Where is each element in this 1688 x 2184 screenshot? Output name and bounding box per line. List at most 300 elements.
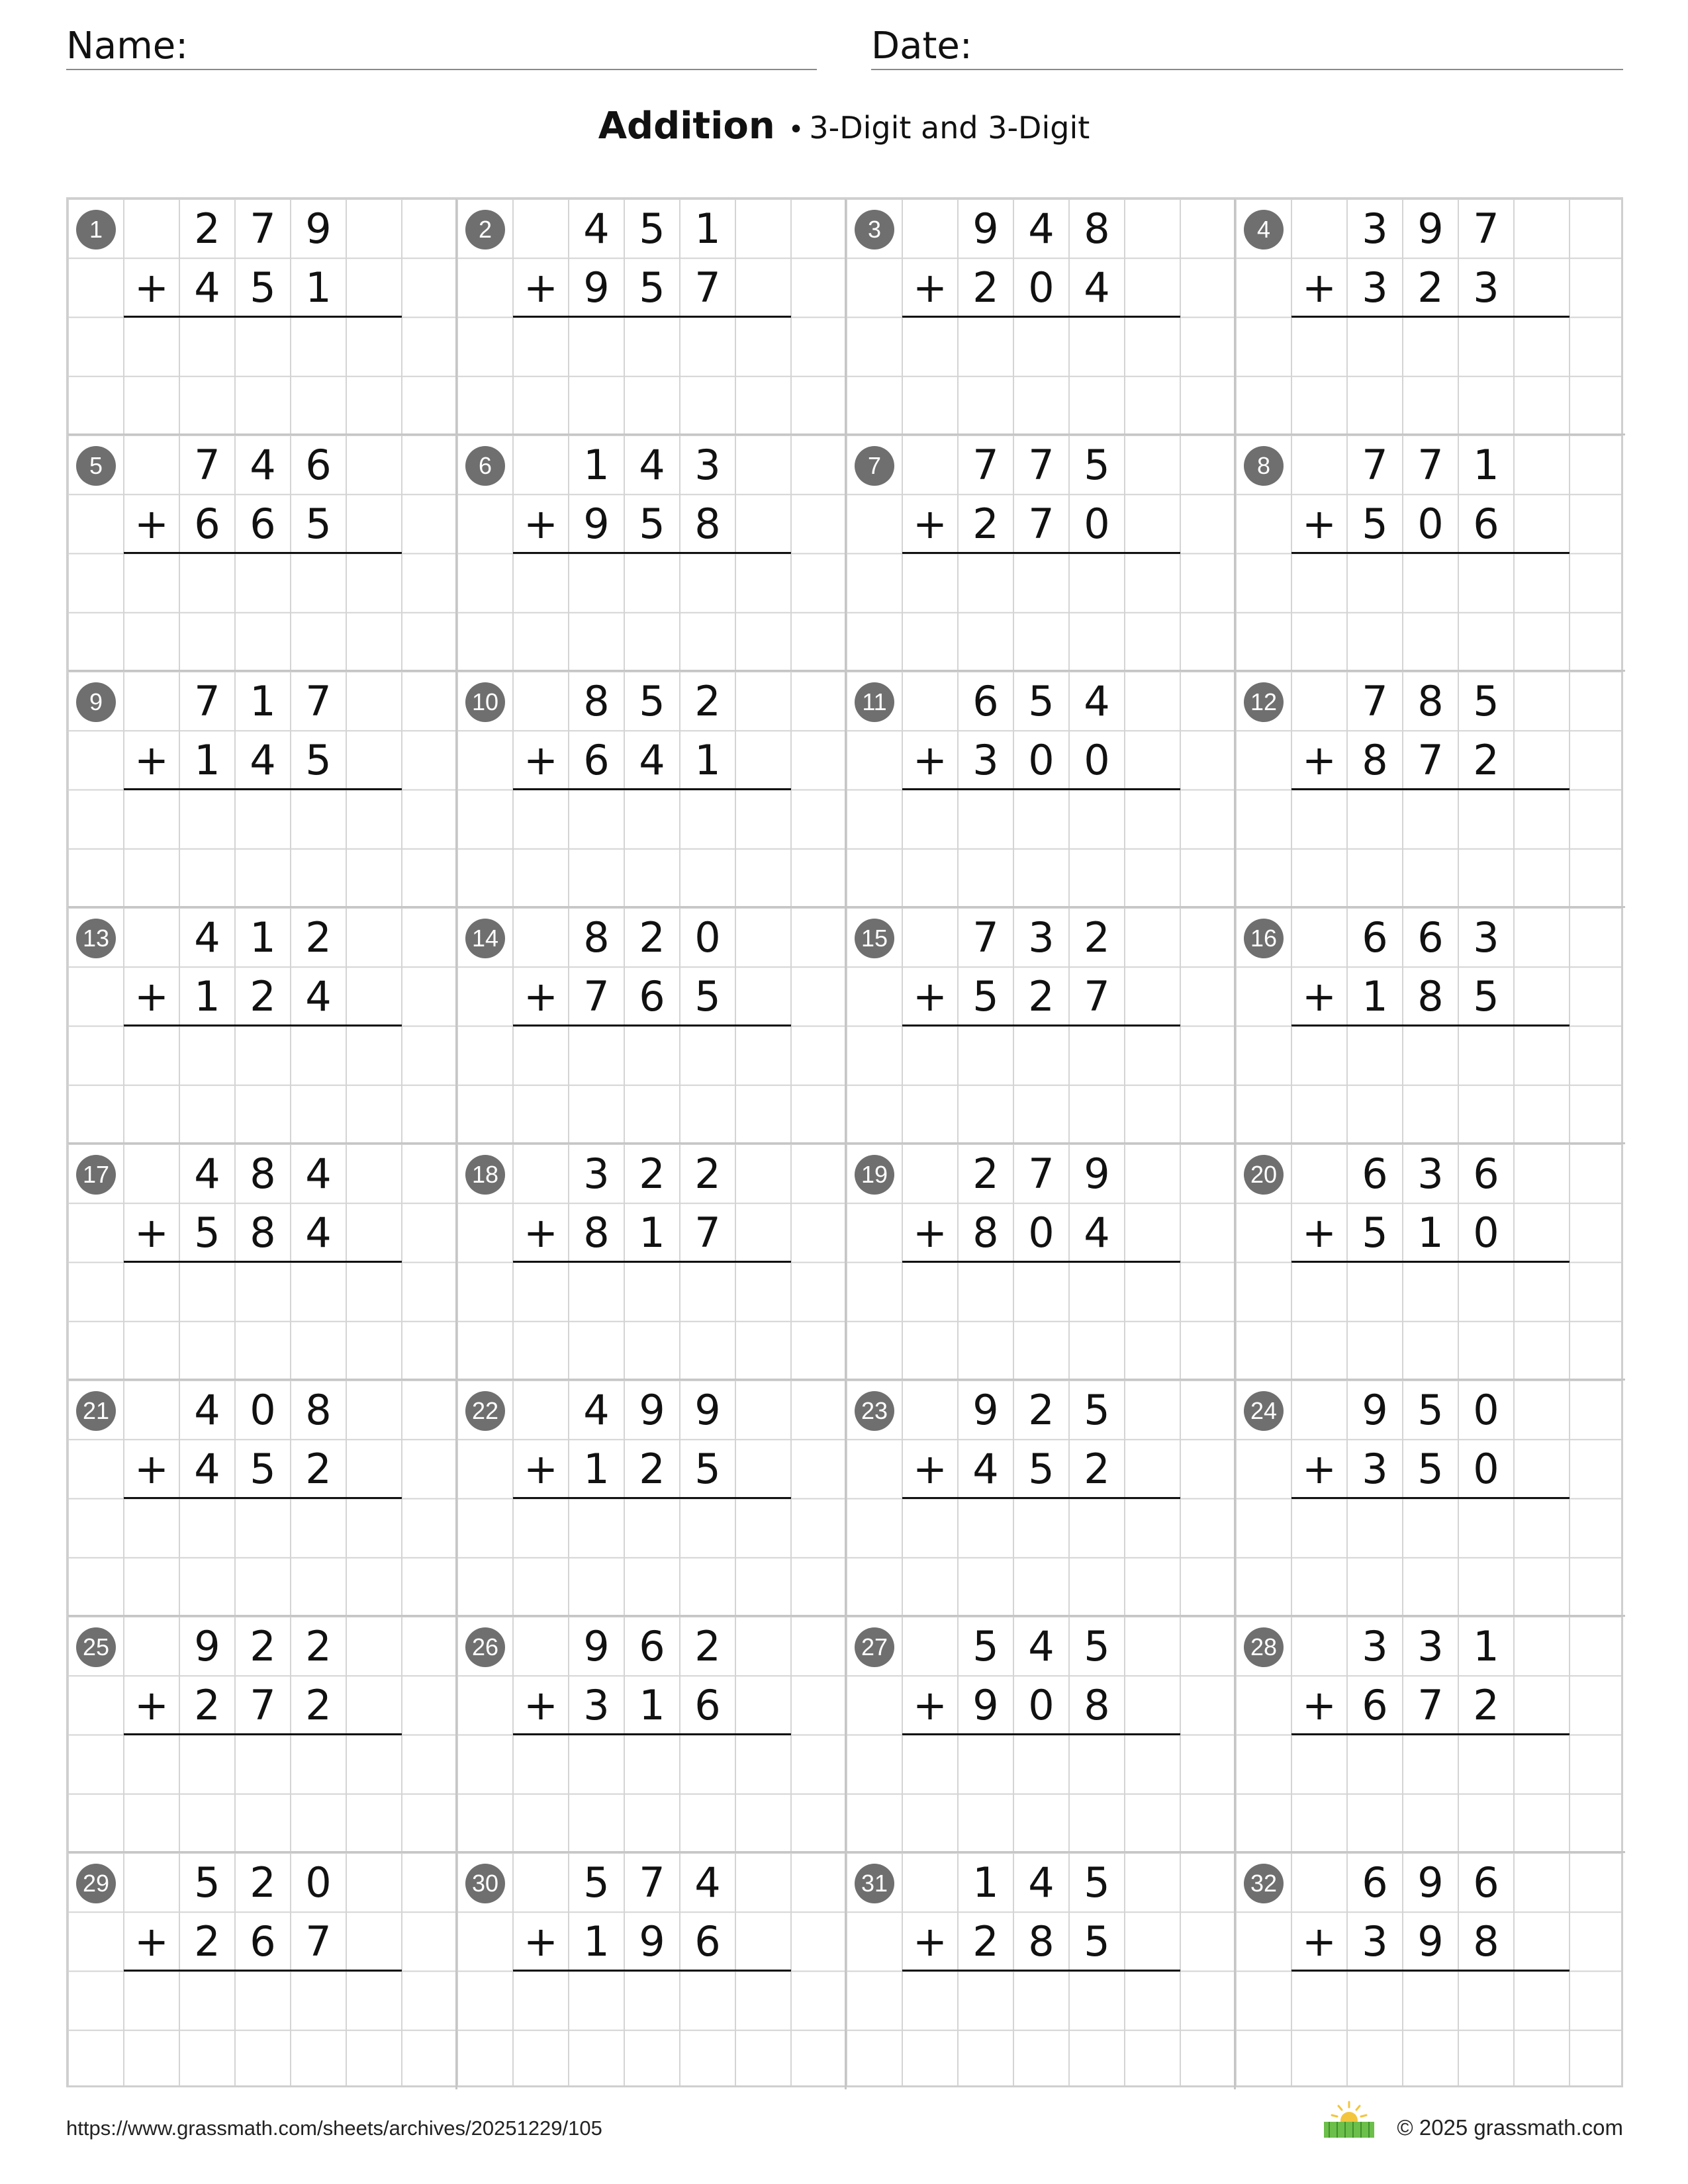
problem-21 <box>68 1381 457 1617</box>
problem-number-badge: 3 <box>855 210 894 250</box>
addend-bottom-digit: 0 <box>1028 1208 1055 1257</box>
addend-top-digit: 4 <box>194 1386 220 1434</box>
addend-top-digit: 7 <box>972 441 999 489</box>
addend-top-digit: 2 <box>305 913 332 962</box>
problem-number-badge: 14 <box>465 919 505 958</box>
sum-line <box>124 316 402 318</box>
addend-top-digit: 5 <box>639 205 665 253</box>
addend-top-digit: 6 <box>1473 1150 1499 1198</box>
addend-top-digit: 5 <box>1473 677 1499 725</box>
addend-bottom-digit: 2 <box>305 1681 332 1730</box>
addend-top-digit: 5 <box>1417 1386 1444 1434</box>
problem-number-badge: 26 <box>465 1627 505 1667</box>
plus-sign: + <box>134 1445 169 1493</box>
problem-number-badge: 2 <box>465 210 505 250</box>
addend-bottom-digit: 5 <box>250 1445 276 1494</box>
addend-top-digit: 2 <box>1028 1386 1055 1434</box>
addend-bottom-digit: 3 <box>583 1681 610 1730</box>
addend-top-digit: 4 <box>1028 1622 1055 1670</box>
problem-number-badge: 28 <box>1244 1627 1284 1667</box>
addend-top-digit: 8 <box>305 1386 332 1434</box>
addend-bottom-digit: 0 <box>1028 1681 1055 1730</box>
addend-top-digit: 2 <box>305 1622 332 1670</box>
plus-sign: + <box>524 1208 558 1257</box>
addend-bottom-digit: 2 <box>972 500 999 549</box>
plus-sign: + <box>134 972 169 1021</box>
addend-top-digit: 4 <box>639 441 665 489</box>
sum-line <box>902 1733 1180 1735</box>
sum-line <box>1291 1970 1570 1972</box>
addend-bottom-digit: 5 <box>694 972 721 1021</box>
addend-top-digit: 9 <box>583 1622 610 1670</box>
sum-line <box>1291 1024 1570 1026</box>
problem-26 <box>457 1617 847 1853</box>
addend-top-digit: 7 <box>1362 441 1388 489</box>
addend-bottom-digit: 4 <box>1084 263 1110 312</box>
addend-top-digit: 4 <box>305 1150 332 1198</box>
problem-12 <box>1236 672 1625 908</box>
addend-top-digit: 7 <box>194 441 220 489</box>
addend-top-digit: 2 <box>194 205 220 253</box>
addend-top-digit: 5 <box>1028 677 1055 725</box>
addend-bottom-digit: 8 <box>1473 1917 1499 1966</box>
problem-17 <box>68 1144 457 1381</box>
problem-9 <box>68 672 457 908</box>
addend-bottom-digit: 7 <box>1417 736 1444 785</box>
sum-line <box>902 788 1180 790</box>
problem-18 <box>457 1144 847 1381</box>
addend-bottom-digit: 2 <box>305 1445 332 1494</box>
sum-line <box>1291 788 1570 790</box>
addend-top-digit: 6 <box>1473 1858 1499 1907</box>
problem-number-badge: 18 <box>465 1155 505 1195</box>
addend-bottom-digit: 2 <box>1473 736 1499 785</box>
addend-top-digit: 0 <box>1473 1386 1499 1434</box>
addend-bottom-digit: 1 <box>1417 1208 1444 1257</box>
worksheet-title <box>0 105 1688 148</box>
addend-bottom-digit: 8 <box>583 1208 610 1257</box>
problem-19 <box>847 1144 1236 1381</box>
addend-top-digit: 0 <box>305 1858 332 1907</box>
problem-number-badge: 13 <box>76 919 116 958</box>
problem-24 <box>1236 1381 1625 1617</box>
problem-number-badge: 25 <box>76 1627 116 1667</box>
addend-top-digit: 2 <box>250 1858 276 1907</box>
plus-sign: + <box>913 1445 947 1493</box>
addend-top-digit: 9 <box>694 1386 721 1434</box>
addend-top-digit: 1 <box>694 205 721 253</box>
addend-bottom-digit: 2 <box>1028 972 1055 1021</box>
addend-top-digit: 9 <box>972 205 999 253</box>
problem-number-badge: 6 <box>465 446 505 486</box>
addend-bottom-digit: 2 <box>972 1917 999 1966</box>
addend-bottom-digit: 3 <box>972 736 999 785</box>
addend-bottom-digit: 8 <box>1084 1681 1110 1730</box>
plus-sign: + <box>134 736 169 784</box>
problem-6 <box>457 435 847 672</box>
addend-top-digit: 2 <box>972 1150 999 1198</box>
problem-27 <box>847 1617 1236 1853</box>
problem-2 <box>457 199 847 435</box>
addend-bottom-digit: 5 <box>194 1208 220 1257</box>
addend-top-digit: 5 <box>1084 1858 1110 1907</box>
plus-sign: + <box>524 500 558 548</box>
problem-number-badge: 29 <box>76 1864 116 1903</box>
plus-sign: + <box>913 1681 947 1729</box>
addend-top-digit: 9 <box>1417 1858 1444 1907</box>
addend-top-digit: 1 <box>250 677 276 725</box>
plus-sign: + <box>524 1681 558 1729</box>
addend-bottom-digit: 5 <box>694 1445 721 1494</box>
addend-top-digit: 3 <box>1473 913 1499 962</box>
addend-top-digit: 1 <box>250 913 276 962</box>
addend-bottom-digit: 5 <box>639 500 665 549</box>
addend-bottom-digit: 7 <box>694 263 721 312</box>
addend-bottom-digit: 7 <box>1028 500 1055 549</box>
sum-line <box>513 1024 791 1026</box>
addend-top-digit: 4 <box>194 913 220 962</box>
sum-line <box>513 1497 791 1499</box>
sum-line <box>513 552 791 554</box>
plus-sign: + <box>134 500 169 548</box>
addend-bottom-digit: 3 <box>1362 1445 1388 1494</box>
plus-sign: + <box>134 263 169 312</box>
addend-bottom-digit: 1 <box>583 1445 610 1494</box>
addend-bottom-digit: 9 <box>972 1681 999 1730</box>
plus-sign: + <box>1302 1917 1336 1966</box>
addend-top-digit: 4 <box>194 1150 220 1198</box>
addend-bottom-digit: 6 <box>639 972 665 1021</box>
problem-number-badge: 16 <box>1244 919 1284 958</box>
addend-bottom-digit: 8 <box>250 1208 276 1257</box>
addend-top-digit: 5 <box>1084 1622 1110 1670</box>
addend-bottom-digit: 7 <box>1417 1681 1444 1730</box>
addend-bottom-digit: 7 <box>583 972 610 1021</box>
addend-bottom-digit: 0 <box>1417 500 1444 549</box>
grassmath-logo-icon <box>1323 2099 1376 2139</box>
addend-bottom-digit: 9 <box>583 500 610 549</box>
problem-1 <box>68 199 457 435</box>
problem-31 <box>847 1853 1236 2089</box>
addend-bottom-digit: 4 <box>305 1208 332 1257</box>
name-label: Name: <box>66 24 189 68</box>
addend-bottom-digit: 5 <box>972 972 999 1021</box>
addend-top-digit: 9 <box>194 1622 220 1670</box>
problem-number-badge: 12 <box>1244 682 1284 722</box>
problem-30 <box>457 1853 847 2089</box>
addend-top-digit: 5 <box>1084 441 1110 489</box>
problem-number-badge: 10 <box>465 682 505 722</box>
addend-top-digit: 2 <box>694 1150 721 1198</box>
plus-sign: + <box>524 263 558 312</box>
addend-top-digit: 9 <box>639 1386 665 1434</box>
addend-bottom-digit: 2 <box>972 263 999 312</box>
sum-line <box>902 1261 1180 1263</box>
addend-top-digit: 7 <box>305 677 332 725</box>
addend-bottom-digit: 5 <box>305 736 332 785</box>
addend-top-digit: 2 <box>639 1150 665 1198</box>
problem-number-badge: 11 <box>855 682 894 722</box>
addend-bottom-digit: 7 <box>1084 972 1110 1021</box>
addend-top-digit: 0 <box>250 1386 276 1434</box>
problem-3 <box>847 199 1236 435</box>
addend-top-digit: 2 <box>1084 913 1110 962</box>
addend-bottom-digit: 6 <box>694 1681 721 1730</box>
addend-top-digit: 8 <box>250 1150 276 1198</box>
date-label: Date: <box>871 24 972 68</box>
problem-number-badge: 20 <box>1244 1155 1284 1195</box>
problem-number-badge: 17 <box>76 1155 116 1195</box>
sum-line <box>124 1733 402 1735</box>
addend-top-digit: 5 <box>583 1858 610 1907</box>
addend-top-digit: 3 <box>1417 1150 1444 1198</box>
addend-bottom-digit: 0 <box>1473 1445 1499 1494</box>
sum-line <box>124 1261 402 1263</box>
addend-top-digit: 7 <box>1028 441 1055 489</box>
addend-bottom-digit: 4 <box>250 736 276 785</box>
addend-top-digit: 4 <box>1028 205 1055 253</box>
addend-bottom-digit: 5 <box>1084 1917 1110 1966</box>
addend-top-digit: 2 <box>694 677 721 725</box>
problem-number-badge: 4 <box>1244 210 1284 250</box>
title-separator: • <box>788 114 804 145</box>
addend-top-digit: 4 <box>250 441 276 489</box>
addend-bottom-digit: 2 <box>1417 263 1444 312</box>
addend-bottom-digit: 7 <box>250 1681 276 1730</box>
addend-bottom-digit: 7 <box>694 1208 721 1257</box>
addend-top-digit: 5 <box>639 677 665 725</box>
problem-number-badge: 21 <box>76 1391 116 1431</box>
problem-14 <box>457 908 847 1144</box>
title-subtitle: 3-Digit and 3-Digit <box>809 110 1090 146</box>
addend-bottom-digit: 8 <box>972 1208 999 1257</box>
addend-bottom-digit: 1 <box>694 736 721 785</box>
addend-top-digit: 7 <box>194 677 220 725</box>
addend-top-digit: 4 <box>1028 1858 1055 1907</box>
sum-line <box>513 1261 791 1263</box>
sum-line <box>902 1970 1180 1972</box>
addend-top-digit: 0 <box>694 913 721 962</box>
problem-number-badge: 22 <box>465 1391 505 1431</box>
plus-sign: + <box>134 1681 169 1729</box>
addend-top-digit: 3 <box>694 441 721 489</box>
addend-bottom-digit: 1 <box>583 1917 610 1966</box>
addend-top-digit: 4 <box>694 1858 721 1907</box>
footer-copyright: © 2025 grassmath.com <box>1397 2115 1623 2140</box>
addend-top-digit: 8 <box>1084 205 1110 253</box>
plus-sign: + <box>913 736 947 784</box>
plus-sign: + <box>134 1208 169 1257</box>
addend-top-digit: 5 <box>972 1622 999 1670</box>
addend-top-digit: 7 <box>250 205 276 253</box>
addend-top-digit: 6 <box>305 441 332 489</box>
problem-number-badge: 19 <box>855 1155 894 1195</box>
problem-8 <box>1236 435 1625 672</box>
addend-bottom-digit: 4 <box>194 263 220 312</box>
problem-16 <box>1236 908 1625 1144</box>
addend-bottom-digit: 5 <box>1028 1445 1055 1494</box>
addend-top-digit: 9 <box>1362 1386 1388 1434</box>
problem-number-badge: 24 <box>1244 1391 1284 1431</box>
addend-top-digit: 1 <box>583 441 610 489</box>
addend-top-digit: 9 <box>305 205 332 253</box>
addend-bottom-digit: 6 <box>194 500 220 549</box>
sum-line <box>513 1733 791 1735</box>
sum-line <box>124 552 402 554</box>
addend-top-digit: 4 <box>583 205 610 253</box>
sum-line <box>513 1970 791 1972</box>
sum-line <box>902 316 1180 318</box>
addend-bottom-digit: 7 <box>305 1917 332 1966</box>
addend-bottom-digit: 9 <box>583 263 610 312</box>
addend-bottom-digit: 1 <box>194 736 220 785</box>
addend-bottom-digit: 0 <box>1084 736 1110 785</box>
addend-top-digit: 6 <box>639 1622 665 1670</box>
sum-line <box>1291 1261 1570 1263</box>
addend-bottom-digit: 0 <box>1084 500 1110 549</box>
problem-number-badge: 23 <box>855 1391 894 1431</box>
addend-top-digit: 7 <box>1028 1150 1055 1198</box>
footer-url: https://www.grassmath.com/sheets/archives/20251229/105 <box>66 2116 602 2140</box>
addend-bottom-digit: 1 <box>305 263 332 312</box>
addend-top-digit: 6 <box>1362 913 1388 962</box>
addend-bottom-digit: 8 <box>1417 972 1444 1021</box>
plus-sign: + <box>913 1917 947 1966</box>
addend-bottom-digit: 0 <box>1028 263 1055 312</box>
plus-sign: + <box>1302 263 1336 312</box>
addend-bottom-digit: 2 <box>194 1681 220 1730</box>
plus-sign: + <box>524 1917 558 1966</box>
title-main: Addition <box>598 105 775 148</box>
addend-bottom-digit: 9 <box>1417 1917 1444 1966</box>
sum-line <box>902 1497 1180 1499</box>
addend-bottom-digit: 2 <box>1473 1681 1499 1730</box>
plus-sign: + <box>1302 500 1336 548</box>
problem-number-badge: 7 <box>855 446 894 486</box>
sum-line <box>1291 552 1570 554</box>
problem-number-badge: 31 <box>855 1864 894 1903</box>
plus-sign: + <box>1302 1681 1336 1729</box>
problem-10 <box>457 672 847 908</box>
problem-number-badge: 30 <box>465 1864 505 1903</box>
problem-23 <box>847 1381 1236 1617</box>
date-field[interactable] <box>871 24 1623 70</box>
addend-top-digit: 7 <box>972 913 999 962</box>
problem-15 <box>847 908 1236 1144</box>
plus-sign: + <box>913 972 947 1021</box>
plus-sign: + <box>524 972 558 1021</box>
addend-bottom-digit: 6 <box>583 736 610 785</box>
addend-bottom-digit: 4 <box>305 972 332 1021</box>
problem-28 <box>1236 1617 1625 1853</box>
addend-bottom-digit: 4 <box>639 736 665 785</box>
addend-top-digit: 9 <box>1084 1150 1110 1198</box>
addend-bottom-digit: 6 <box>1473 500 1499 549</box>
addend-bottom-digit: 1 <box>1362 972 1388 1021</box>
problem-5 <box>68 435 457 672</box>
problem-number-badge: 27 <box>855 1627 894 1667</box>
addend-top-digit: 5 <box>194 1858 220 1907</box>
addend-bottom-digit: 6 <box>694 1917 721 1966</box>
plus-sign: + <box>134 1917 169 1966</box>
problem-number-badge: 15 <box>855 919 894 958</box>
problem-25 <box>68 1617 457 1853</box>
problem-number-badge: 5 <box>76 446 116 486</box>
addend-bottom-digit: 0 <box>1473 1208 1499 1257</box>
sum-line <box>124 788 402 790</box>
addend-bottom-digit: 5 <box>1473 972 1499 1021</box>
addend-top-digit: 2 <box>639 913 665 962</box>
plus-sign: + <box>913 1208 947 1257</box>
addend-bottom-digit: 3 <box>1362 263 1388 312</box>
plus-sign: + <box>524 1445 558 1493</box>
sum-line <box>513 316 791 318</box>
addend-bottom-digit: 2 <box>639 1445 665 1494</box>
addend-bottom-digit: 8 <box>1362 736 1388 785</box>
problem-grid <box>66 197 1623 2087</box>
addend-bottom-digit: 5 <box>1362 500 1388 549</box>
addend-top-digit: 8 <box>583 913 610 962</box>
addend-top-digit: 5 <box>1084 1386 1110 1434</box>
addend-top-digit: 3 <box>1362 1622 1388 1670</box>
addend-top-digit: 2 <box>250 1622 276 1670</box>
addend-top-digit: 7 <box>1473 205 1499 253</box>
problem-32 <box>1236 1853 1625 2089</box>
addend-bottom-digit: 5 <box>1362 1208 1388 1257</box>
sum-line <box>124 1497 402 1499</box>
addend-bottom-digit: 2 <box>250 972 276 1021</box>
addend-top-digit: 3 <box>1362 205 1388 253</box>
addend-bottom-digit: 4 <box>194 1445 220 1494</box>
sum-line <box>513 788 791 790</box>
addend-top-digit: 7 <box>1417 441 1444 489</box>
addend-top-digit: 7 <box>1362 677 1388 725</box>
problem-number-badge: 8 <box>1244 446 1284 486</box>
plus-sign: + <box>913 263 947 312</box>
addend-bottom-digit: 6 <box>250 500 276 549</box>
addend-bottom-digit: 6 <box>1362 1681 1388 1730</box>
problem-20 <box>1236 1144 1625 1381</box>
addend-top-digit: 9 <box>972 1386 999 1434</box>
addend-bottom-digit: 5 <box>1417 1445 1444 1494</box>
addend-bottom-digit: 1 <box>639 1681 665 1730</box>
addend-bottom-digit: 1 <box>194 972 220 1021</box>
sum-line <box>902 1024 1180 1026</box>
problem-11 <box>847 672 1236 908</box>
addend-bottom-digit: 6 <box>250 1917 276 1966</box>
addend-bottom-digit: 3 <box>1473 263 1499 312</box>
addend-top-digit: 6 <box>1417 913 1444 962</box>
sum-line <box>1291 316 1570 318</box>
problem-7 <box>847 435 1236 672</box>
sum-line <box>124 1024 402 1026</box>
problem-29 <box>68 1853 457 2089</box>
addend-bottom-digit: 4 <box>972 1445 999 1494</box>
addend-bottom-digit: 0 <box>1028 736 1055 785</box>
addend-bottom-digit: 3 <box>1362 1917 1388 1966</box>
plus-sign: + <box>913 500 947 548</box>
problem-number-badge: 1 <box>76 210 116 250</box>
addend-bottom-digit: 5 <box>639 263 665 312</box>
addend-bottom-digit: 5 <box>305 500 332 549</box>
sum-line <box>902 552 1180 554</box>
addend-top-digit: 8 <box>583 677 610 725</box>
addend-top-digit: 6 <box>1362 1150 1388 1198</box>
addend-bottom-digit: 2 <box>1084 1445 1110 1494</box>
problem-13 <box>68 908 457 1144</box>
name-field[interactable] <box>66 24 817 70</box>
addend-top-digit: 7 <box>639 1858 665 1907</box>
